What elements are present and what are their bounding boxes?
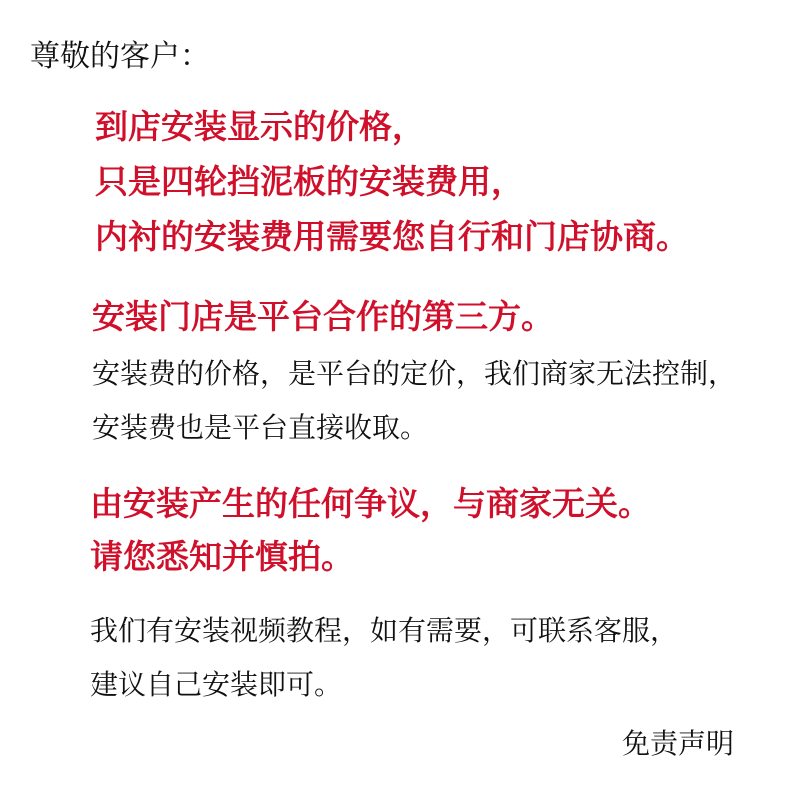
price-notice-line-3: 内衬的安装费用需要您自行和门店协商。 bbox=[95, 217, 689, 256]
tutorial-line-1: 我们有安装视频教程，如有需要，可联系客服， bbox=[90, 614, 679, 647]
price-notice-line-2: 只是四轮挡泥板的安装费用， bbox=[95, 162, 524, 201]
third-party-heading: 安装门店是平台合作的第三方。 bbox=[92, 297, 554, 336]
dispute-line-2: 请您悉知并慎拍。 bbox=[90, 537, 354, 576]
disclaimer-footer: 免责声明 bbox=[622, 727, 735, 760]
tutorial-line-2: 建议自己安装即可。 bbox=[90, 668, 343, 701]
third-party-line-2: 安装费也是平台直接收取。 bbox=[92, 411, 429, 444]
greeting-text: 尊敬的客户： bbox=[30, 39, 210, 74]
dispute-line-1: 由安装产生的任何争议，与商家无关。 bbox=[90, 484, 651, 523]
third-party-line-1: 安装费的价格，是平台的定价，我们商家无法控制， bbox=[92, 357, 737, 390]
price-notice-line-1: 到店安装显示的价格， bbox=[95, 107, 425, 146]
